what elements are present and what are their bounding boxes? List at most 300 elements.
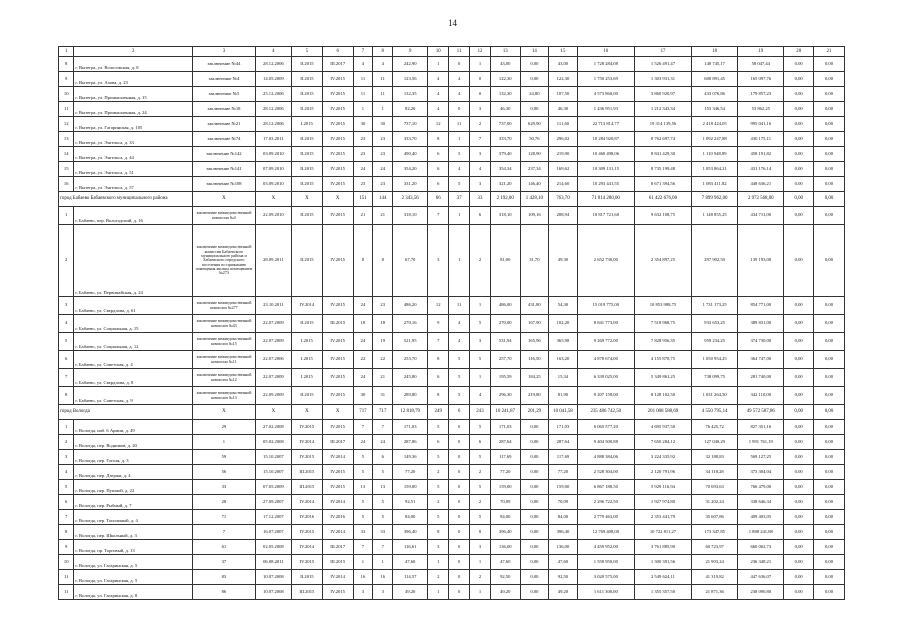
data-cell: 4 <box>449 333 470 351</box>
data-cell: 1 <box>470 57 491 72</box>
data-cell: 3 <box>470 177 491 192</box>
data-cell: 136,00 <box>549 540 578 555</box>
data-cell: 3 <box>470 540 491 555</box>
data-cell: 77,20 <box>393 465 428 480</box>
data-cell: IV.2014 <box>322 570 353 585</box>
data-cell: 1 <box>470 555 491 570</box>
data-cell: 5 <box>470 420 491 435</box>
data-cell: 49,20 <box>549 585 578 600</box>
data-cell: 5 <box>449 387 470 405</box>
data-cell: 629,90 <box>520 117 549 132</box>
data-cell: 8 671 394,56 <box>634 177 691 192</box>
data-cell: 23 <box>373 147 393 162</box>
table-row <box>59 102 845 117</box>
data-cell: заключение межведомственной комиссии №11 <box>193 351 256 369</box>
column-number: 2 <box>74 47 193 57</box>
row-number-cell: 11 <box>59 585 74 600</box>
data-cell: 8 <box>470 525 491 540</box>
total-cell: 10 041,58 <box>549 405 578 420</box>
data-cell: 0,00 <box>814 87 845 102</box>
data-cell: IV.2015 <box>322 207 353 225</box>
data-cell: заключение межведомственной комиссии №12 <box>193 369 256 387</box>
data-cell: 43,00 <box>549 57 578 72</box>
subtotal-row <box>59 192 845 207</box>
data-cell: 1 731 173,25 <box>692 297 738 315</box>
data-cell: 16.07.2007 <box>255 525 291 540</box>
total-cell: 235 486 742,50 <box>577 405 634 420</box>
data-cell: II.2015 <box>292 132 323 147</box>
data-cell: 318,10 <box>393 207 428 225</box>
data-cell: 24 <box>353 435 373 450</box>
data-cell: 5 <box>353 450 373 465</box>
data-cell: 738 099,75 <box>692 369 738 387</box>
data-cell: 03.09.2010 <box>255 147 291 162</box>
data-cell: 287,64 <box>549 435 578 450</box>
data-cell: 338 646,34 <box>738 495 784 510</box>
data-cell: 159,00 <box>490 480 520 495</box>
data-cell: 5 929 116,94 <box>634 480 691 495</box>
data-cell: 8 <box>428 351 449 369</box>
data-cell: 30 <box>353 387 373 405</box>
data-cell: 6 <box>428 369 449 387</box>
address-cell: г. Вытегра, ул. Энгельса, д. 57 <box>74 177 193 192</box>
data-cell: 21 871,36 <box>692 585 738 600</box>
data-cell: заключение №5 <box>193 87 256 102</box>
data-cell: 0 <box>449 480 470 495</box>
data-cell: 84,00 <box>490 510 520 525</box>
data-cell: 257,70 <box>490 351 520 369</box>
data-cell: IV.2015 <box>322 147 353 162</box>
row-number-cell: 13 <box>59 132 74 147</box>
data-cell: 1 303 931,31 <box>634 72 691 87</box>
data-cell: заключение межведомственной комиссии №15 <box>193 333 256 351</box>
data-cell: 0,00 <box>784 450 814 465</box>
data-cell: 21 <box>353 207 373 225</box>
data-cell: 0,00 <box>784 132 814 147</box>
data-cell: 237,34 <box>520 162 549 177</box>
data-cell: II.2015 <box>292 72 323 87</box>
data-cell: 0,00 <box>520 420 549 435</box>
data-cell: 122,30 <box>490 72 520 87</box>
row-number-cell: 1 <box>59 420 74 435</box>
data-cell: 1 <box>373 102 393 117</box>
row-number-cell: 14 <box>59 147 74 162</box>
data-cell: 5 <box>470 450 491 465</box>
data-cell: 434 711,00 <box>738 207 784 225</box>
data-cell: 1 031 264,50 <box>692 387 738 405</box>
data-cell: 23 <box>373 297 393 315</box>
data-cell: 766 479,00 <box>738 480 784 495</box>
data-cell: заключение №18 <box>193 102 256 117</box>
data-cell: IV.2015 <box>322 420 353 435</box>
total-cell: 49 572 587,86 <box>738 405 784 420</box>
data-cell: 0,00 <box>814 387 845 405</box>
data-cell: 6 867 188,50 <box>577 480 634 495</box>
data-cell: IV.2015 <box>322 333 353 351</box>
address-cell: г. Бабаево, ул. Первомайская, д. 24 <box>74 225 193 297</box>
data-cell: 2 <box>470 117 491 132</box>
data-cell: 10 722 811,27 <box>634 525 691 540</box>
data-cell: 5 <box>373 465 393 480</box>
data-cell: 8 841 773,00 <box>577 315 634 333</box>
data-cell: 5 <box>428 420 449 435</box>
data-cell: 0,00 <box>814 57 845 72</box>
data-cell: 0,00 <box>814 102 845 117</box>
data-cell: 2 779 463,00 <box>577 510 634 525</box>
data-cell: 448 636,21 <box>738 177 784 192</box>
data-cell: 0,00 <box>520 555 549 570</box>
table-row <box>59 162 845 177</box>
data-cell: 167,90 <box>520 315 549 333</box>
data-cell: 0,00 <box>814 225 845 297</box>
data-cell: 47,60 <box>549 555 578 570</box>
data-cell: 365,98 <box>549 333 578 351</box>
data-cell: 11 <box>449 297 470 315</box>
data-cell: 13 <box>353 480 373 495</box>
data-cell: II.2015 <box>292 570 323 585</box>
data-cell: II.2015 <box>292 225 323 297</box>
data-cell: 140 745,17 <box>692 57 738 72</box>
data-cell: 0,00 <box>814 207 845 225</box>
table-row <box>59 387 845 405</box>
row-number-cell: 2 <box>59 225 74 297</box>
data-cell: 5 <box>428 510 449 525</box>
data-cell: 0 <box>449 420 470 435</box>
data-cell: 6 <box>373 450 393 465</box>
data-cell: 0,00 <box>784 147 814 162</box>
data-cell: 11 <box>373 87 393 102</box>
data-cell: 1 991 761,19 <box>738 435 784 450</box>
data-cell: 1 <box>470 297 491 315</box>
data-cell: 5 <box>449 351 470 369</box>
data-cell: 6 <box>428 177 449 192</box>
data-cell: 84,00 <box>393 510 428 525</box>
data-cell: 486,20 <box>393 297 428 315</box>
data-cell: IV.2014 <box>322 525 353 540</box>
total-cell: Х <box>193 405 256 420</box>
total-cell: 12 818,79 <box>393 405 428 420</box>
row-number-cell: 11 <box>59 102 74 117</box>
total-cell: 7 899 962,00 <box>692 192 738 207</box>
data-cell: 27.09.2007 <box>255 495 291 510</box>
data-cell: 0,00 <box>814 450 845 465</box>
data-cell: 1 <box>428 57 449 72</box>
data-cell: IV.2015 <box>322 72 353 87</box>
data-cell: 86 <box>193 585 256 600</box>
total-cell: 2 972 568,00 <box>738 192 784 207</box>
data-cell: заключение межведомственной комиссии №277 <box>193 297 256 315</box>
data-cell: 2 <box>428 465 449 480</box>
column-number: 19 <box>738 47 784 57</box>
data-cell: 373 304,04 <box>738 465 784 480</box>
data-cell: 0 <box>470 87 491 102</box>
data-cell: 21 <box>373 369 393 387</box>
data-cell: 2 <box>470 495 491 510</box>
data-cell: 3 761 885,90 <box>634 540 691 555</box>
data-cell: 0,00 <box>520 525 549 540</box>
data-cell: 242,90 <box>393 57 428 72</box>
register-table <box>58 46 845 600</box>
data-cell: 10 460 498,06 <box>577 147 634 162</box>
data-cell: 0,00 <box>814 351 845 369</box>
data-cell: 0,00 <box>814 420 845 435</box>
data-cell: II.2015 <box>292 87 323 102</box>
address-cell: г. Бабаево, ул. Свердлова, д. 8 <box>74 369 193 387</box>
table-row <box>59 351 845 369</box>
data-cell: 22 <box>353 351 373 369</box>
data-cell: 83 <box>193 570 256 585</box>
data-cell: 458 191,82 <box>738 147 784 162</box>
data-cell: заключение межведомственной комиссии №43 <box>193 315 256 333</box>
data-cell: 1 355 357,50 <box>634 585 691 600</box>
data-cell: 43,00 <box>490 57 520 72</box>
data-cell: 171,03 <box>549 420 578 435</box>
total-cell: 243 <box>470 405 491 420</box>
data-cell: 13 <box>373 480 393 495</box>
data-cell: 0,00 <box>520 585 549 600</box>
data-cell: IV.2015 <box>322 585 353 600</box>
data-cell: 4 <box>449 72 470 87</box>
data-cell: 22.07.2009 <box>255 315 291 333</box>
data-cell: 10.07.2008 <box>255 585 291 600</box>
address-cell: г. Бабаево, ул. Советская, д. 4 <box>74 351 193 369</box>
data-cell: 14.05.2009 <box>255 72 291 87</box>
data-cell: 10 853 988,75 <box>634 297 691 315</box>
data-cell: 2 549 624,11 <box>634 570 691 585</box>
data-cell: 19 314 139,56 <box>634 117 691 132</box>
table-row <box>59 87 845 102</box>
data-cell: 1 728 284,08 <box>577 57 634 72</box>
data-cell: 0,00 <box>784 162 814 177</box>
total-cell: 66 <box>428 192 449 207</box>
data-cell: 0,00 <box>784 225 814 297</box>
data-cell: 146,40 <box>520 177 549 192</box>
data-cell: 8 <box>373 225 393 297</box>
data-cell: 5 <box>449 147 470 162</box>
table-row <box>59 525 845 540</box>
total-cell: 61 422 676,00 <box>634 192 691 207</box>
data-cell: 737,10 <box>393 117 428 132</box>
column-number: 16 <box>577 47 634 57</box>
data-cell: 3 <box>470 102 491 117</box>
data-cell: 1 <box>373 555 393 570</box>
data-cell: 117,69 <box>549 450 578 465</box>
data-cell: 0 <box>470 72 491 87</box>
data-cell: 2 <box>470 465 491 480</box>
data-cell: 21 <box>373 207 393 225</box>
data-cell: 0,00 <box>784 540 814 555</box>
data-cell: 47,60 <box>490 555 520 570</box>
data-cell: 23 <box>353 147 373 162</box>
data-cell: 49,20 <box>393 585 428 600</box>
table-row <box>59 72 845 87</box>
data-cell: 0,00 <box>814 435 845 450</box>
data-cell: 24,80 <box>520 87 549 102</box>
data-cell: 92,50 <box>490 570 520 585</box>
total-cell: 763,70 <box>549 192 578 207</box>
data-cell: 0 <box>449 450 470 465</box>
data-cell: 165,96 <box>520 333 549 351</box>
data-cell: 6 <box>428 147 449 162</box>
row-number-cell: 3 <box>59 297 74 315</box>
data-cell: 0,00 <box>814 480 845 495</box>
data-cell: III.2015 <box>292 480 323 495</box>
data-cell: 396,40 <box>549 525 578 540</box>
data-cell: 8 <box>353 225 373 297</box>
address-cell: г. Вологда, пер. Рыбный, д. 7 <box>74 495 193 510</box>
data-cell: 0,00 <box>814 177 845 192</box>
data-cell: 431,80 <box>520 297 549 315</box>
data-cell: 1 <box>470 369 491 387</box>
data-cell: I.2015 <box>292 117 323 132</box>
data-cell: 5 <box>470 315 491 333</box>
total-cell: Х <box>255 405 291 420</box>
data-cell: II.2015 <box>292 177 323 192</box>
table-row <box>59 177 845 192</box>
row-number-cell: 7 <box>59 510 74 525</box>
data-cell: заключение №142 <box>193 147 256 162</box>
address-cell: г. Вытегра, ул. Ахова, д. 23 <box>74 72 193 87</box>
total-cell: 10 241,87 <box>490 405 520 420</box>
data-cell: 33 <box>373 525 393 540</box>
data-cell: III.2015 <box>292 585 323 600</box>
table-row <box>59 333 845 351</box>
data-cell: 22.07.2006 <box>255 351 291 369</box>
data-cell: 0,00 <box>520 72 549 87</box>
row-number-cell: 9 <box>59 72 74 87</box>
data-cell: 30 <box>373 117 393 132</box>
row-number-cell: 6 <box>59 495 74 510</box>
data-cell: 4 <box>373 57 393 72</box>
data-cell: 2 296 722,50 <box>577 495 634 510</box>
data-cell: IV.2015 <box>322 225 353 297</box>
table-row <box>59 207 845 225</box>
data-cell: 0,00 <box>784 465 814 480</box>
data-cell: 660 002,73 <box>738 540 784 555</box>
data-cell: 27.02.2008 <box>255 420 291 435</box>
data-cell: 0 <box>449 495 470 510</box>
data-cell: IV.2016 <box>322 510 353 525</box>
data-cell: 2 528 304,00 <box>577 465 634 480</box>
data-cell: 2 <box>470 225 491 297</box>
data-cell: 12 <box>428 297 449 315</box>
table-row <box>59 369 845 387</box>
total-cell: 249 <box>428 405 449 420</box>
data-cell: 0,00 <box>520 465 549 480</box>
data-cell: II.2015 <box>292 57 323 72</box>
data-cell: 6 <box>428 162 449 177</box>
data-cell: 1 <box>428 585 449 600</box>
column-number: 7 <box>353 47 373 57</box>
data-cell: 214,60 <box>549 177 578 192</box>
data-cell: IV.2014 <box>292 297 323 315</box>
data-cell: 139 193,00 <box>738 225 784 297</box>
row-number-cell: 1 <box>59 207 74 225</box>
data-cell: 81,90 <box>549 387 578 405</box>
data-cell: III.2015 <box>322 555 353 570</box>
data-cell: 18 <box>373 315 393 333</box>
column-number: 4 <box>255 47 291 57</box>
data-cell: 58 047,44 <box>738 57 784 72</box>
data-cell: 0,00 <box>814 147 845 162</box>
data-cell: 28.12.2006 <box>255 117 291 132</box>
data-cell: 06.08.2011 <box>255 555 291 570</box>
data-cell: 23 <box>373 132 393 147</box>
data-cell: 11 <box>373 72 393 87</box>
data-cell: 22.09.2010 <box>255 207 291 225</box>
data-cell: 933 653,25 <box>692 315 738 333</box>
data-cell: 109,16 <box>520 207 549 225</box>
row-number-cell: 16 <box>59 177 74 192</box>
data-cell: 6 <box>470 207 491 225</box>
group-label: город Вологда <box>59 405 193 420</box>
data-cell: 364 747,00 <box>738 351 784 369</box>
data-cell: IV.2015 <box>292 555 323 570</box>
data-cell: 70 693,63 <box>692 480 738 495</box>
data-cell: IV.2015 <box>292 525 323 540</box>
total-cell: 2 343,56 <box>393 192 428 207</box>
data-cell: 15 019 775,00 <box>577 297 634 315</box>
data-cell: 53 862,25 <box>738 102 784 117</box>
row-number-cell: 10 <box>59 555 74 570</box>
data-cell: IV.2015 <box>322 351 353 369</box>
row-number-cell: 4 <box>59 465 74 480</box>
data-cell: 4 <box>449 87 470 102</box>
data-cell: 0,00 <box>784 420 814 435</box>
group-label: город Бабаево Бабаевского муниципального района <box>59 192 193 207</box>
data-cell: 28.09.2011 <box>255 225 291 297</box>
data-cell: 7 650 284,12 <box>634 435 691 450</box>
data-cell: 195,59 <box>490 369 520 387</box>
data-cell: 24 <box>373 162 393 177</box>
data-cell: 9 <box>428 315 449 333</box>
data-cell: 0,00 <box>814 555 845 570</box>
data-cell: 0,00 <box>784 369 814 387</box>
data-cell: 0,00 <box>814 369 845 387</box>
data-cell: 12 769 408,00 <box>577 525 634 540</box>
data-cell: 333,70 <box>393 132 428 147</box>
data-cell: 0,00 <box>784 102 814 117</box>
data-cell: заключение №74 <box>193 132 256 147</box>
address-cell: г. Бабаево, ул. Социальная, д. 15 <box>74 315 193 333</box>
data-cell: 0,00 <box>520 450 549 465</box>
data-cell: 289,80 <box>393 387 428 405</box>
data-cell: 5 <box>353 510 373 525</box>
data-cell: 17.12.2007 <box>255 510 291 525</box>
data-cell: 184,25 <box>520 369 549 387</box>
data-cell: 1 558 950,00 <box>577 555 634 570</box>
data-cell: 8 841 429,30 <box>634 147 691 162</box>
page-number: 14 <box>448 18 457 28</box>
data-cell: 24 <box>353 369 373 387</box>
data-cell: 0,00 <box>784 297 814 315</box>
data-cell: 2 418 424,05 <box>692 117 738 132</box>
address-cell: г. Вологда, пер. Пушной, д. 22 <box>74 480 193 495</box>
data-cell: 0,00 <box>784 525 814 540</box>
total-cell: 717 <box>353 405 373 420</box>
data-cell: 0,00 <box>814 570 845 585</box>
data-cell: 1 212 343,34 <box>634 102 691 117</box>
data-cell: 18 <box>353 315 373 333</box>
data-cell: 127 040,29 <box>692 435 738 450</box>
data-cell: 1 110 948,89 <box>692 147 738 162</box>
table-row <box>59 510 845 525</box>
data-cell: 171,03 <box>393 420 428 435</box>
data-cell: 37 <box>193 555 256 570</box>
data-cell: 8 <box>428 132 449 147</box>
data-cell: 409 403,05 <box>738 510 784 525</box>
row-number-cell: 8 <box>59 57 74 72</box>
